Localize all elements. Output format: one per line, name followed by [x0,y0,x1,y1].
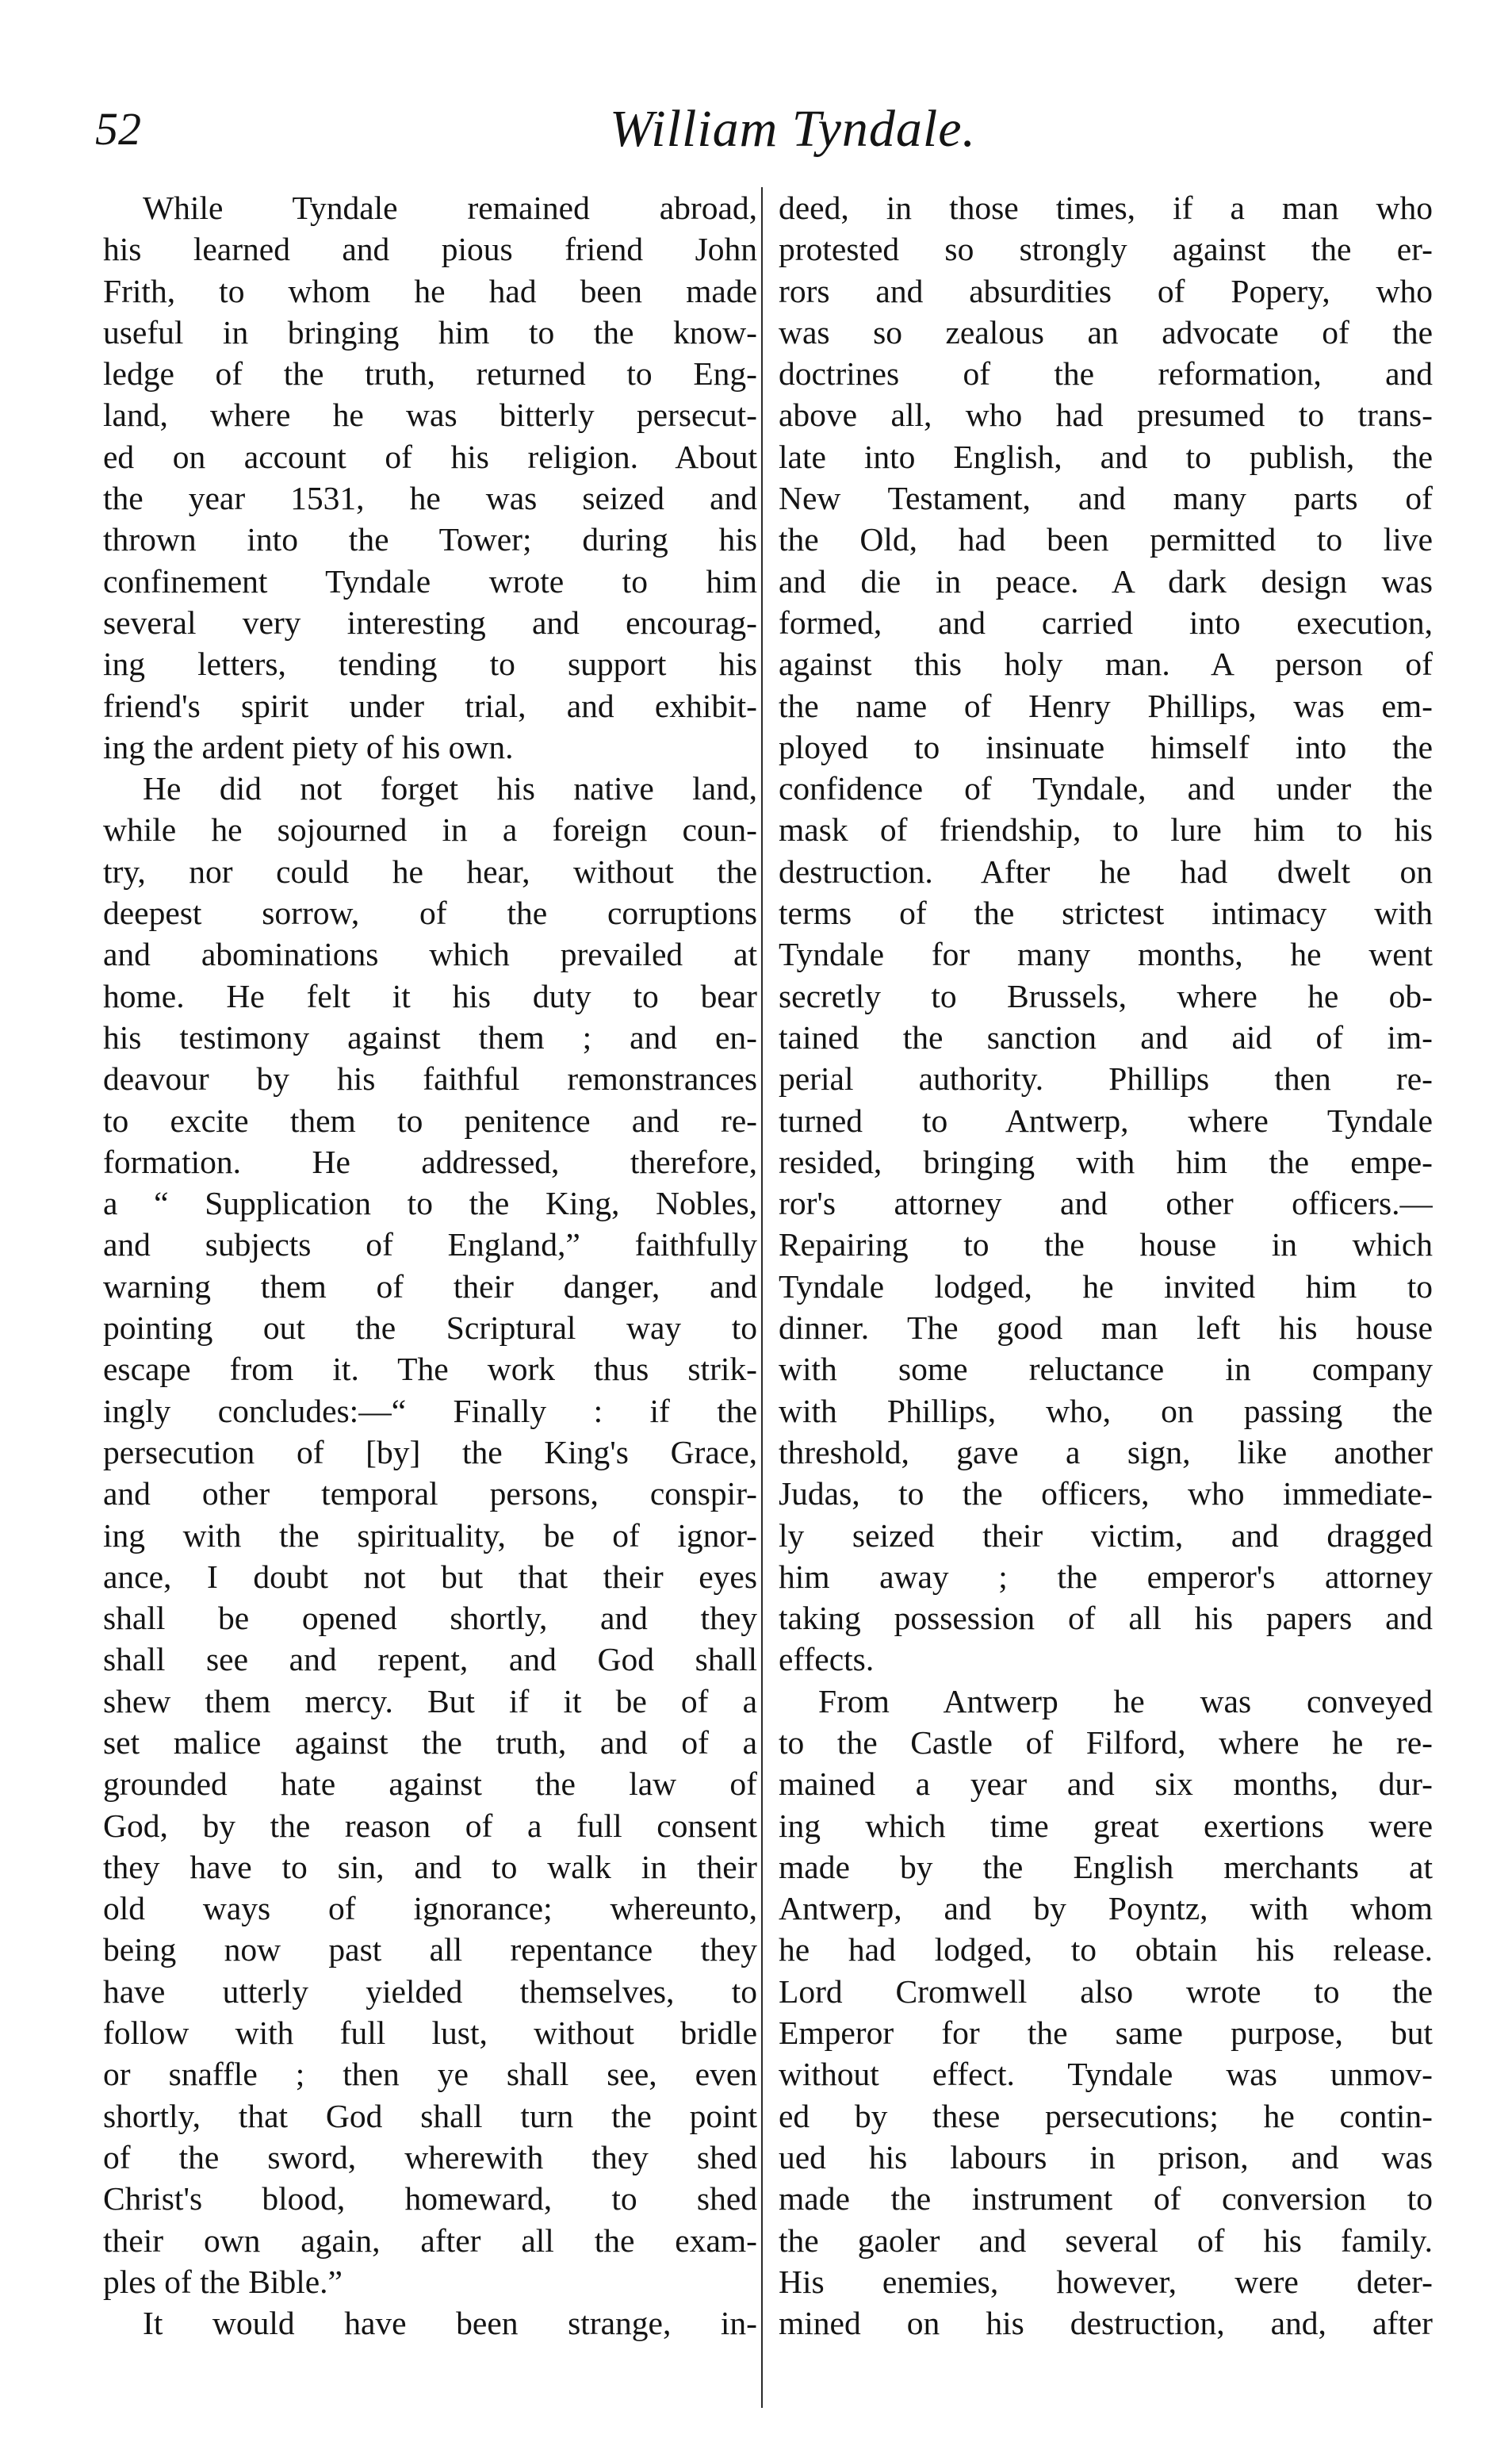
text-line: without effect. Tyndale was unmov- [779,2056,1433,2093]
text-line: ued his labours in prison, and was [779,2138,1433,2175]
text-line: their own again, after all the exam- [103,2221,757,2259]
text-line: ployed to insinuate himself into the [779,728,1433,765]
text-line: Judas, to the officers, who immediate- [779,1475,1433,1512]
text-line: and subjects of England,” faithfully [103,1226,757,1263]
text-line: shall be opened shortly, and they [103,1600,757,1637]
text-line: thrown into the Tower; during his [103,521,757,558]
text-line: above all, who had presumed to trans- [779,397,1433,434]
page-header [95,94,1443,165]
text-line: late into English, and to publish, the [779,438,1433,475]
text-line: perial authority. Phillips then re- [779,1060,1433,1098]
text-line: his learned and pious friend John [103,231,757,268]
text-line: ing with the spirituality, be of ignor- [103,1516,757,1554]
text-line: ed on account of his religion. About [103,438,757,475]
text-line: him away ; the emperor's attorney [779,1558,1433,1595]
text-line: mined on his destruction, and, after [779,2305,1433,2342]
text-line: the name of Henry Phillips, was em- [779,687,1433,724]
text-line: warning them of their danger, and [103,1267,757,1305]
text-line: several very interesting and encourag- [103,604,757,641]
text-line: Repairing to the house in which [779,1226,1433,1263]
text-line: with some reluctance in company [779,1351,1433,1388]
text-line: they have to sin, and to walk in their [103,1848,757,1885]
text-line: Emperor for the same purpose, but [779,2014,1433,2052]
text-line: have utterly yielded themselves, to [103,1972,757,2010]
text-line: while he sojourned in a foreign coun- [103,811,757,849]
text-line: and other temporal persons, conspir- [103,1475,757,1512]
text-line: From Antwerp he was conveyed [818,1682,1433,1719]
text-line: shall see and repent, and God shall [103,1641,757,1678]
text-line: ples of the Bible.” [103,2263,343,2300]
running-title: William Tyndale. [609,100,977,158]
text-line: being now past all repentance they [103,1931,757,1968]
text-line: While Tyndale remained abroad, [143,190,757,226]
text-line: God, by the reason of a full consent [103,1807,757,1844]
text-line: shortly, that God shall turn the point [103,2097,757,2134]
text-line: doctrines of the reformation, and [779,355,1433,393]
text-line: confinement Tyndale wrote to him [103,562,757,600]
text-line: with Phillips, who, on passing the [779,1392,1433,1429]
text-line: deepest sorrow, of the corruptions [103,895,757,932]
text-line: to the Castle of Filford, where he re- [779,1723,1433,1761]
text-line: land, where he was bitterly persecut- [103,397,757,434]
column-divider [761,187,763,2408]
text-line: old ways of ignorance; whereunto, [103,1890,757,1927]
text-line: and die in peace. A dark design was [779,562,1433,600]
text-line: He did not forget his native land, [143,770,757,807]
text-line: shew them mercy. But if it be of a [103,1682,757,1719]
text-line: It would have been strange, in- [143,2305,757,2342]
text-line: pointing out the Scriptural way to [103,1309,757,1347]
text-line: formation. He addressed, therefore, [103,1143,757,1180]
text-line: against this holy man. A person of [779,646,1433,683]
text-line: protested so strongly against the er- [779,231,1433,268]
text-line: ing which time great exertions were [779,1807,1433,1844]
text-line: taking possession of all his papers and [779,1600,1433,1637]
text-line: mask of friendship, to lure him to his [779,811,1433,849]
text-line: confidence of Tyndale, and under the [779,770,1433,807]
text-line: to excite them to penitence and re- [103,1102,757,1139]
text-line: resided, bringing with him the empe- [779,1143,1433,1180]
text-line: turned to Antwerp, where Tyndale [779,1102,1433,1139]
text-line: a “ Supplication to the King, Nobles, [103,1185,757,1222]
text-line: mained a year and six months, dur- [779,1765,1433,1803]
text-line: the Old, had been permitted to live [779,521,1433,558]
left-text-column [103,187,757,2344]
text-line: deavour by his faithful remonstrances [103,1060,757,1098]
text-line: threshold, gave a sign, like another [779,1433,1433,1470]
text-line: and abominations which prevailed at [103,936,757,973]
text-line: or snaffle ; then ye shall see, even [103,2056,757,2093]
text-line: friend's spirit under trial, and exhibit- [103,687,757,724]
text-line: home. He felt it his duty to bear [103,977,757,1014]
text-line: effects. [779,1641,875,1678]
text-line: rors and absurdities of Popery, who [779,272,1433,309]
text-line: useful in bringing him to the know- [103,313,757,351]
text-line: grounded hate against the law of [103,1765,757,1803]
text-line: persecution of [by] the King's Grace, [103,1433,757,1470]
text-line: Antwerp, and by Poyntz, with whom [779,1890,1433,1927]
text-line: Tyndale for many months, he went [779,936,1433,973]
text-line: His enemies, however, were deter- [779,2263,1433,2300]
text-line: his testimony against them ; and en- [103,1018,757,1056]
text-line: escape from it. The work thus strik- [103,1351,757,1388]
text-line: formed, and carried into execution, [779,604,1433,641]
page-number: 52 [95,103,141,155]
text-line: deed, in those times, if a man who [779,190,1433,226]
text-line: ance, I doubt not but that their eyes [103,1558,757,1595]
text-line: set malice against the truth, and of a [103,1723,757,1761]
text-line: the gaoler and several of his family. [779,2221,1433,2259]
text-line: New Testament, and many parts of [779,480,1433,517]
text-line: Tyndale lodged, he invited him to [779,1267,1433,1305]
text-line: terms of the strictest intimacy with [779,895,1433,932]
text-line: ingly concludes:—“ Finally : if the [103,1392,757,1429]
text-line: ed by these persecutions; he contin- [779,2097,1433,2134]
text-line: Frith, to whom he had been made [103,272,757,309]
text-line: made by the English merchants at [779,1848,1433,1885]
text-line: ledge of the truth, returned to Eng- [103,355,757,393]
text-line: ing the ardent piety of his own. [103,728,514,765]
text-line: of the sword, wherewith they shed [103,2138,757,2175]
right-text-column [779,187,1433,2344]
text-line: made the instrument of conversion to [779,2180,1433,2218]
text-line: secretly to Brussels, where he ob- [779,977,1433,1014]
text-line: Christ's blood, homeward, to shed [103,2180,757,2218]
text-line: ing letters, tending to support his [103,646,757,683]
text-line: he had lodged, to obtain his release. [779,1931,1433,1968]
text-line: ror's attorney and other officers.— [779,1185,1433,1222]
text-line: destruction. After he had dwelt on [779,853,1433,890]
text-line: the year 1531, he was seized and [103,480,757,517]
text-line: follow with full lust, without bridle [103,2014,757,2052]
text-line: dinner. The good man left his house [779,1309,1433,1347]
text-line: Lord Cromwell also wrote to the [779,1972,1433,2010]
text-line: ly seized their victim, and dragged [779,1516,1433,1554]
text-line: tained the sanction and aid of im- [779,1018,1433,1056]
text-line: was so zealous an advocate of the [779,313,1433,351]
text-line: try, nor could he hear, without the [103,853,757,890]
